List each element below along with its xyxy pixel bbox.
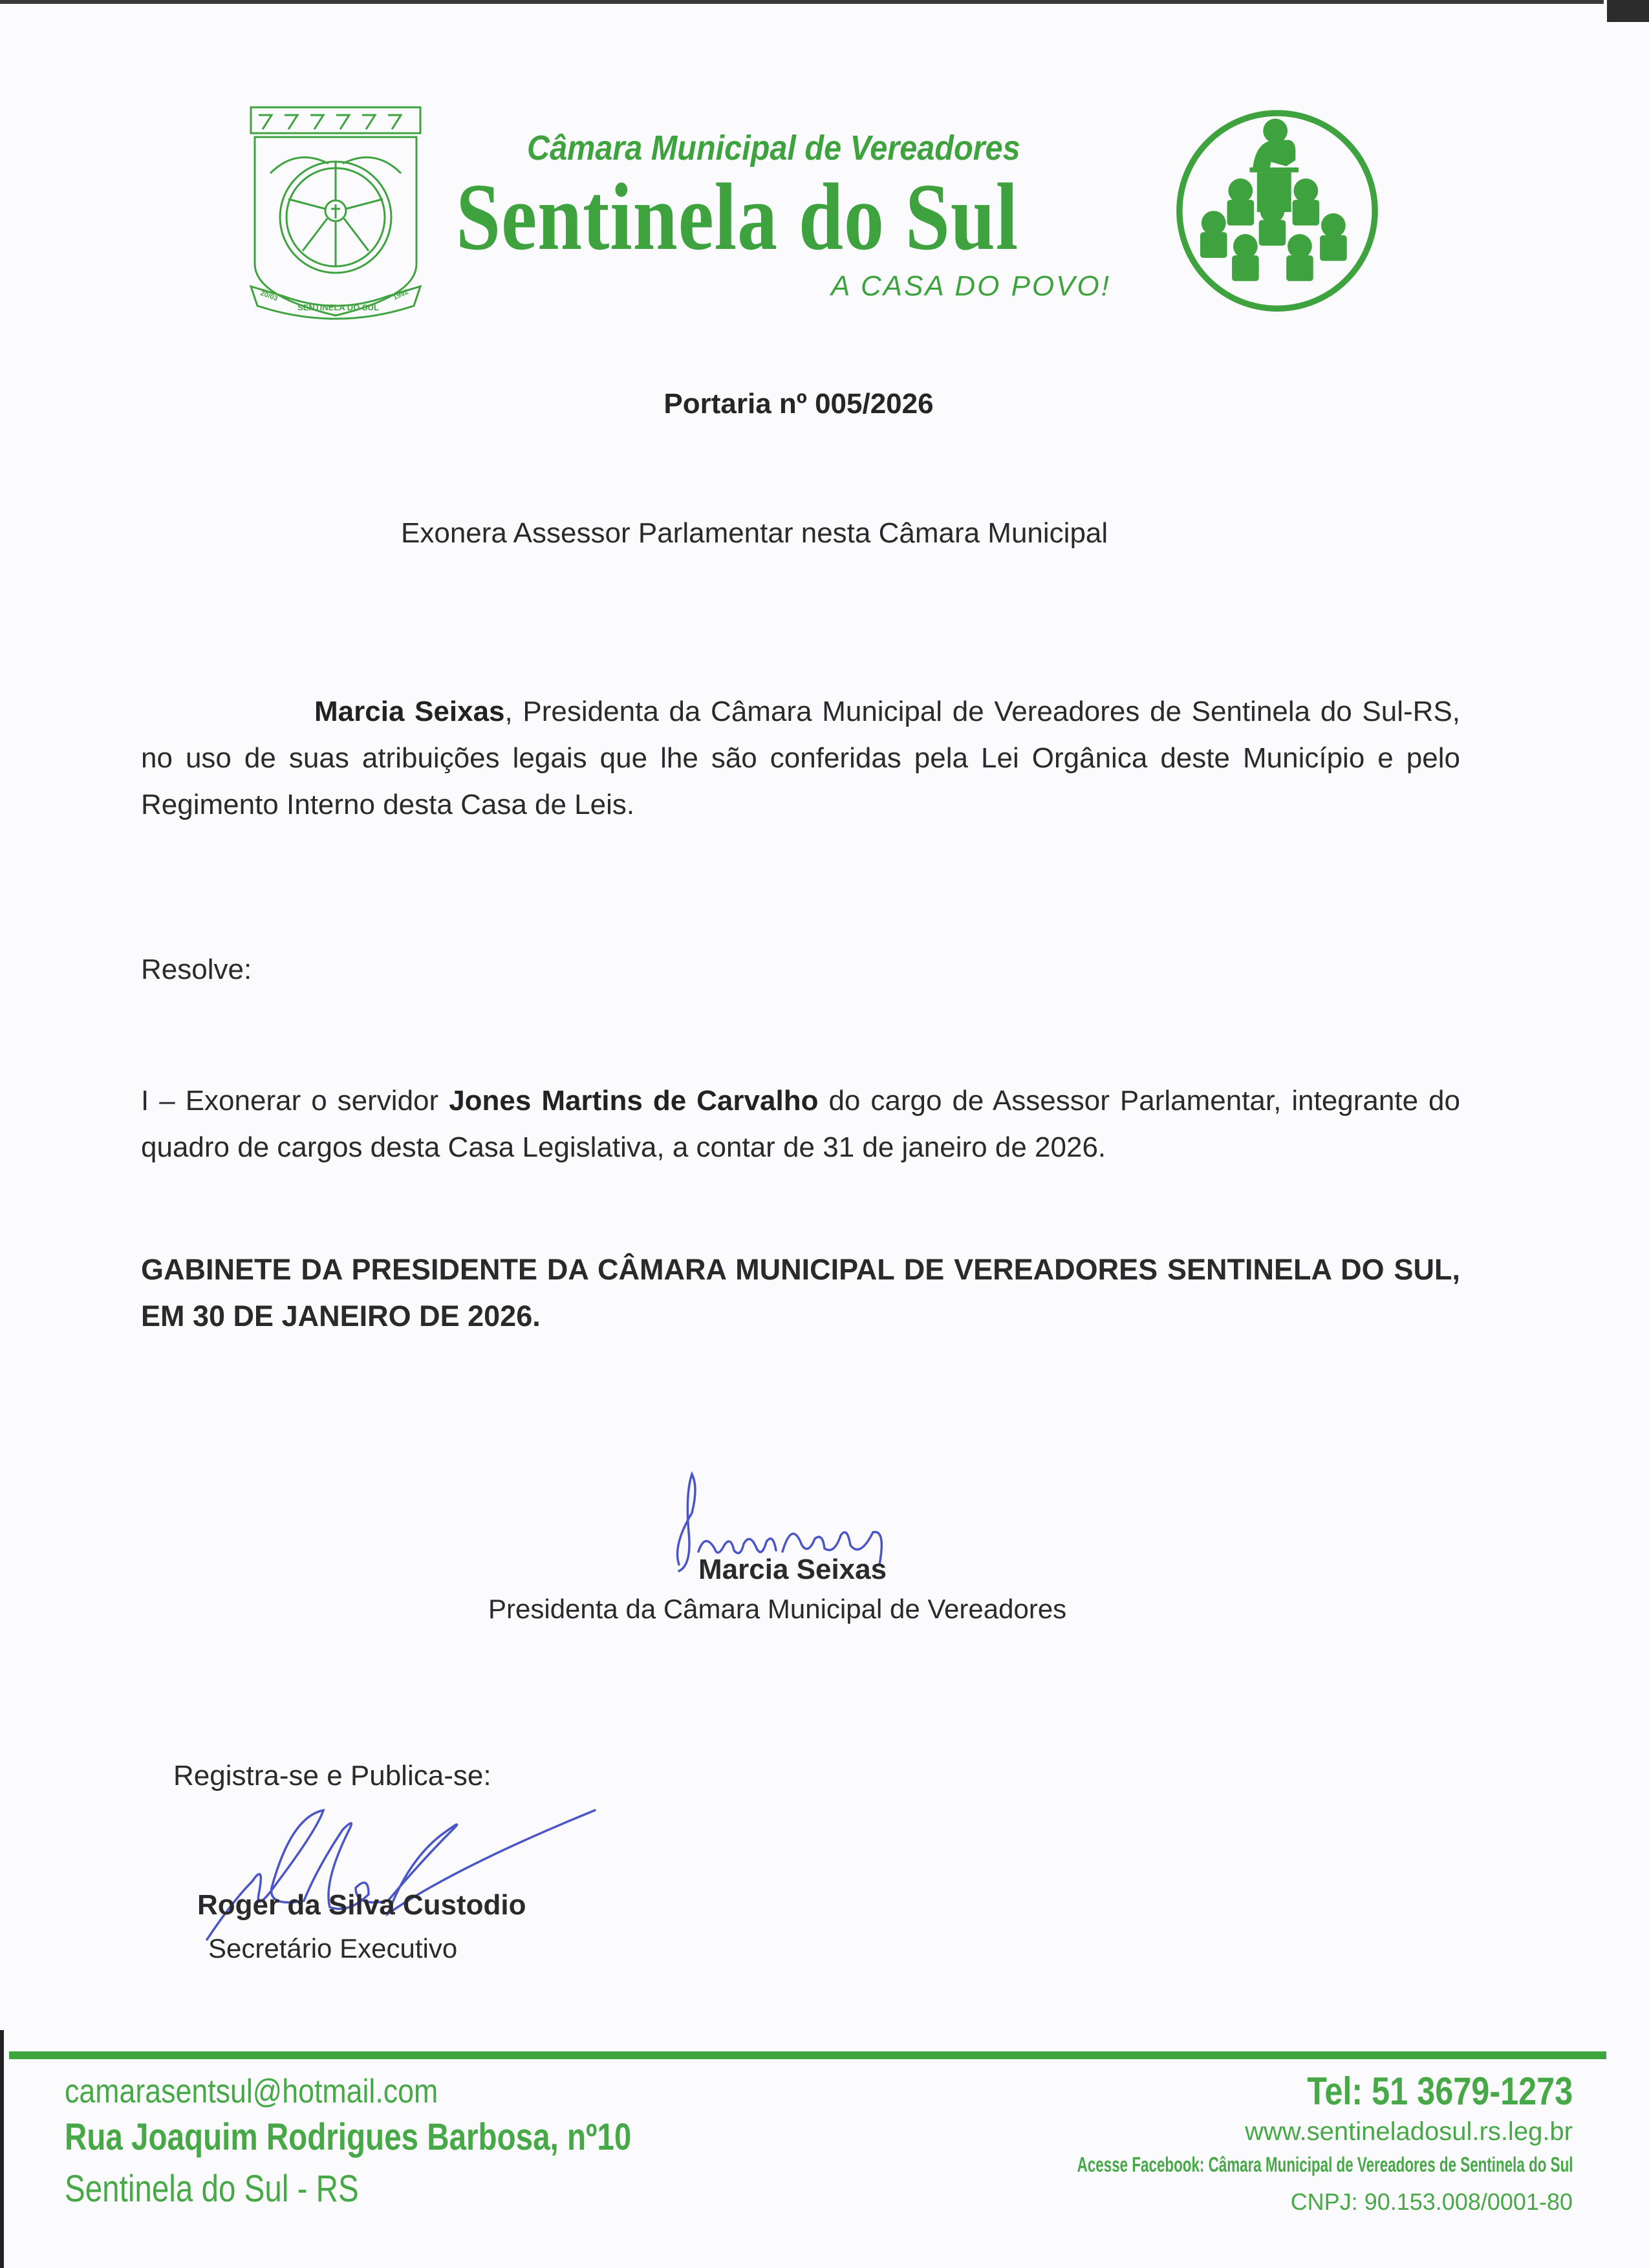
crest-year: 1992: [392, 288, 410, 302]
footer-divider: [9, 2051, 1606, 2059]
assembly-people-icon: [1167, 105, 1387, 319]
crest-date: 20/03: [259, 289, 279, 303]
closing-statement: GABINETE DA PRESIDENTE DA CÂMARA MUNICIPAL DE VEREADORES SENTINELA DO SUL, EM 30 DE JANEIRO DE 2026.: [141, 1253, 1460, 1332]
item-prefix: I – Exonerar o servidor: [141, 1085, 449, 1117]
municipal-crest-icon: [244, 102, 427, 322]
decree-title: Portaria nº 005/2026: [663, 388, 934, 420]
footer-email[interactable]: camarasentsul@hotmail.com: [65, 2073, 438, 2110]
secretary-signature: [194, 1791, 634, 1946]
footer-website[interactable]: www.sentineladosul.rs.leg.br: [1245, 2117, 1573, 2146]
footer-cnpj: CNPJ: 90.153.008/0001-80: [1290, 2188, 1573, 2215]
municipality-name: Sentinela do Sul: [456, 164, 1019, 270]
scan-border-top: [0, 0, 1604, 4]
footer-facebook: Acesse Facebook: Câmara Municipal de Vereadores de Sentinela do Sul: [1077, 2153, 1573, 2176]
preamble-paragraph: [141, 689, 1460, 828]
decree-subject: Exonera Assessor Parlamentar nesta Câmara Municipal: [401, 517, 1108, 549]
item-suffix: do cargo de Assessor Parlamentar, integrante do quadro de cargos desta Casa Legislativa, a contar de 31 de janeiro de 2026.: [141, 1085, 1460, 1163]
footer-city: Sentinela do Sul - RS: [65, 2168, 359, 2210]
slogan: A CASA DO POVO!: [831, 270, 1111, 302]
preamble-text: , Presidenta da Câmara Municipal de Vereadores de Sentinela do Sul-RS, no uso de suas atribuições legais que lhe são conferidas pela Lei Orgânica deste Município e pelo Regimento Interno desta Casa de Leis.: [141, 696, 1461, 820]
chamber-name: Câmara Municipal de Vereadores: [527, 129, 1020, 167]
item-employee-name: Jones Martins de Carvalho: [449, 1085, 819, 1117]
secretary-name: Roger da Silva Custodio: [197, 1889, 526, 1921]
crest-banner: SENTINELA DO SUL: [297, 303, 379, 312]
secretary-role: Secretário Executivo: [208, 1933, 458, 1963]
scan-corner-shadow: [1607, 0, 1649, 22]
footer-address: Rua Joaquim Rodrigues Barbosa, nº10: [65, 2116, 632, 2158]
publish-label: Registra-se e Publica-se:: [173, 1760, 491, 1792]
president-name: Marcia Seixas: [698, 1554, 887, 1585]
footer-phone: Tel: 51 3679-1273: [1307, 2070, 1573, 2113]
resolve-label: Resolve:: [141, 954, 252, 985]
resolution-item: [141, 1078, 1460, 1171]
president-role: Presidenta da Câmara Municipal de Vereadores: [488, 1594, 1067, 1624]
scan-border-left: [0, 2030, 4, 2268]
preamble-president-name: Marcia Seixas: [314, 696, 505, 727]
